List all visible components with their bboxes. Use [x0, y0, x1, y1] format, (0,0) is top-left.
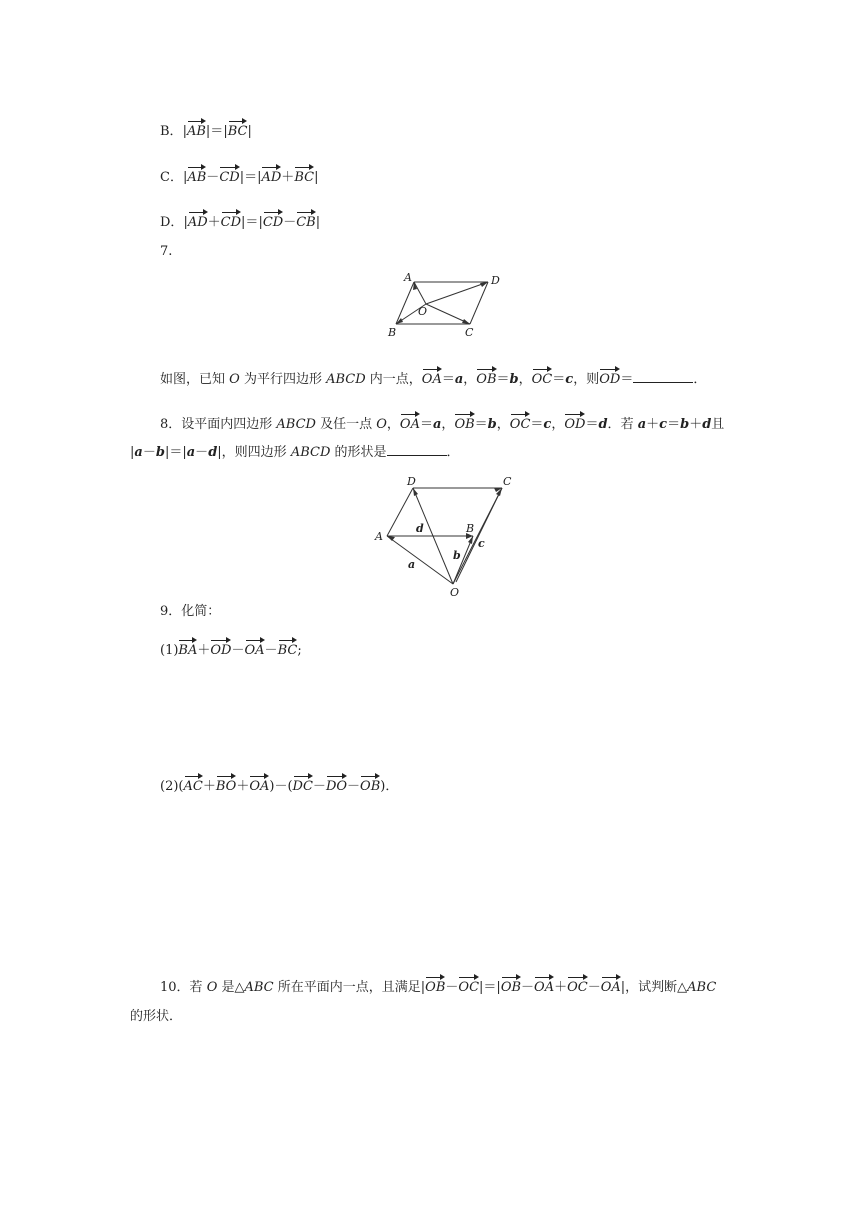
question-9-part-2: (2)(AC＋BO＋OA)－(DC－DO－OB)．: [160, 775, 398, 797]
equals-sign: ＝: [210, 124, 224, 139]
text: 8．设平面内四边形: [160, 417, 277, 432]
operator: －: [283, 215, 297, 230]
comma: ，: [441, 417, 455, 432]
equals-sign: ＝: [496, 372, 510, 387]
comma: ，: [463, 372, 477, 387]
equals-sign: ＝: [169, 445, 183, 460]
question-8-line-2: |a－b|＝|a－d|，则四边形 ABCD 的形状是 ．: [130, 445, 460, 460]
var-a: a: [134, 445, 143, 460]
part-label: (2): [160, 779, 179, 794]
vector-oa-line: [414, 282, 426, 304]
vector-cd: CD: [221, 211, 241, 233]
comma: ，: [518, 372, 532, 387]
arrow-head: [462, 319, 470, 324]
vector-oa: OA: [249, 775, 269, 797]
operator: －: [521, 980, 535, 995]
equals-sign: ＝: [620, 372, 634, 387]
vector-ob: OB: [360, 775, 380, 797]
vector-oa: OA: [534, 976, 554, 998]
label-vec-d: d: [416, 522, 424, 535]
operator: －: [264, 643, 278, 658]
vector-od: OD: [599, 368, 620, 390]
operator: －: [312, 779, 326, 794]
question-7-text: [160, 368, 706, 390]
option-label: D．: [160, 215, 184, 230]
vector-od: OD: [564, 413, 585, 435]
operator: ＋: [689, 417, 703, 432]
operator: －: [587, 980, 601, 995]
label-a: A: [375, 530, 383, 543]
text: 若: [620, 417, 638, 432]
vector-oc: OC: [532, 368, 553, 390]
operator: －: [142, 445, 156, 460]
text: 10．若: [160, 980, 207, 995]
period: ．: [385, 779, 399, 794]
point-o: O: [376, 417, 387, 432]
vector-ac: AC: [184, 775, 203, 797]
vector-bo: BO: [216, 775, 236, 797]
shape-name: ABCD: [276, 417, 316, 432]
var-a: a: [637, 417, 647, 432]
vector-oa: OA: [400, 413, 420, 435]
period: ．: [446, 445, 460, 460]
label-o: O: [418, 305, 428, 318]
figure-quadrilateral: [370, 472, 520, 598]
period: ．: [607, 417, 621, 432]
var-d: d: [702, 417, 712, 432]
text: 内一点，: [365, 372, 422, 387]
text: 如图，已知: [160, 372, 230, 387]
vector-ad: AD: [261, 166, 281, 188]
shape-name: ABCD: [326, 372, 366, 387]
vector-bc: BC: [228, 120, 248, 142]
operator: －: [274, 779, 288, 794]
vector-oa: OA: [601, 976, 621, 998]
question-7-number: 7.: [160, 244, 173, 259]
label-d: D: [491, 274, 500, 287]
answer-blank[interactable]: [387, 443, 447, 456]
var-c: c: [565, 372, 574, 387]
vector-cb: CB: [296, 211, 316, 233]
comma: ，: [496, 417, 510, 432]
vector-od: OD: [210, 639, 231, 661]
option-c: C．|AB－CD|＝|AD＋BC|: [160, 166, 318, 188]
operator: －: [206, 170, 220, 185]
vector-ob: OB: [425, 976, 445, 998]
operator: －: [445, 980, 459, 995]
equals-sign: ＝: [552, 372, 566, 387]
vector-ob: OB: [501, 976, 521, 998]
option-label: B．: [160, 124, 183, 139]
vector-cd: CD: [219, 166, 239, 188]
var-b: b: [680, 417, 690, 432]
vector-bc: BC: [278, 639, 298, 661]
var-d: d: [208, 445, 218, 460]
operator: ＋: [202, 779, 216, 794]
vector-ob: OB: [454, 413, 474, 435]
label-b: B: [388, 326, 397, 339]
triangle-name: ABC: [244, 980, 274, 995]
question-10-line-1: 10．若 O 是△ABC 所在平面内一点，且满足|OB－OC|＝|OB－OA＋OC－OA|，试判断△ABC: [160, 976, 716, 998]
vector-ba: BA: [178, 639, 197, 661]
text: 则: [586, 372, 600, 387]
text: ，则四边形: [221, 445, 291, 460]
label-a: A: [404, 271, 412, 284]
comma: ，: [573, 372, 587, 387]
arrow-head: [413, 488, 418, 496]
equals-sign: ＝: [245, 215, 259, 230]
var-d: d: [598, 417, 608, 432]
operator: ＋: [236, 779, 250, 794]
equals-sign: ＝: [483, 980, 497, 995]
vector-ab: AB: [187, 120, 206, 142]
operator: ＋: [207, 215, 221, 230]
vector-oa: OA: [245, 639, 265, 661]
equals-sign: ＝: [441, 372, 455, 387]
var-a: a: [432, 417, 442, 432]
label-o: O: [450, 586, 460, 598]
label-c: C: [503, 475, 512, 488]
text: 及任一点: [315, 417, 377, 432]
edge-cd: [470, 282, 488, 324]
vector-ab: AB: [187, 166, 206, 188]
operator: －: [231, 643, 245, 658]
vector-do: DO: [326, 775, 347, 797]
part-label: (1): [160, 643, 179, 658]
text: 是△: [217, 980, 245, 995]
var-a: a: [454, 372, 464, 387]
label-vec-b: b: [453, 549, 461, 562]
edge-ad: [387, 488, 413, 536]
operator: ＋: [554, 980, 568, 995]
question-8-line-1: [160, 413, 724, 435]
question-10-line-2: 的形状．: [130, 1009, 183, 1024]
equals-sign: ＝: [667, 417, 681, 432]
var-c: c: [543, 417, 552, 432]
point-o: O: [229, 372, 240, 387]
label-vec-a: a: [408, 558, 416, 571]
option-b: B．|AB|＝|BC|: [160, 120, 252, 142]
vector-oc: OC: [510, 413, 531, 435]
text: 的形状是: [330, 445, 387, 460]
vector-ob: OB: [476, 368, 496, 390]
operator: ＋: [197, 643, 211, 658]
var-b: b: [509, 372, 519, 387]
question-9-part-1: [160, 639, 302, 661]
equals-sign: ＝: [244, 170, 258, 185]
edge-oc-outer: [456, 488, 502, 582]
arrow-head: [387, 536, 395, 541]
operator: －: [195, 445, 209, 460]
equals-sign: ＝: [530, 417, 544, 432]
var-a: a: [186, 445, 196, 460]
question-9-title: 9．化简：: [160, 604, 221, 619]
vector-dc: DC: [293, 775, 313, 797]
option-d: D．|AD＋CD|＝|CD－CB|: [160, 211, 320, 233]
text: 所在平面内一点，且满足: [273, 980, 421, 995]
operator: －: [347, 779, 361, 794]
label-vec-c: c: [478, 537, 485, 550]
shape-name: ABCD: [290, 445, 331, 460]
vector-bc: BC: [294, 166, 314, 188]
equals-sign: ＝: [474, 417, 488, 432]
option-label: C．: [160, 170, 183, 185]
comma: ，: [386, 417, 400, 432]
triangle-name: ABC: [687, 980, 717, 995]
comma: ，: [551, 417, 565, 432]
var-c: c: [659, 417, 668, 432]
point-o: O: [206, 980, 218, 995]
label-b: B: [466, 522, 475, 535]
answer-blank[interactable]: [633, 370, 693, 383]
operator: ＋: [281, 170, 295, 185]
text: ，试判断△: [625, 980, 688, 995]
vector-ad: AD: [188, 211, 208, 233]
vector-oc: OC: [458, 976, 479, 998]
figure-parallelogram: [380, 266, 510, 342]
vector-oa: OA: [422, 368, 442, 390]
semicolon: ;: [297, 643, 302, 658]
text: 为平行四边形: [239, 372, 327, 387]
vector-cd: CD: [263, 211, 283, 233]
text: 且: [711, 417, 725, 432]
period: ．: [693, 372, 707, 387]
var-b: b: [155, 445, 165, 460]
vector-od-line: [426, 282, 488, 304]
vector-oc: OC: [567, 976, 588, 998]
label-d: D: [407, 475, 416, 488]
equals-sign: ＝: [419, 417, 433, 432]
operator: ＋: [646, 417, 660, 432]
equals-sign: ＝: [585, 417, 599, 432]
var-b: b: [487, 417, 497, 432]
label-c: C: [465, 326, 474, 339]
